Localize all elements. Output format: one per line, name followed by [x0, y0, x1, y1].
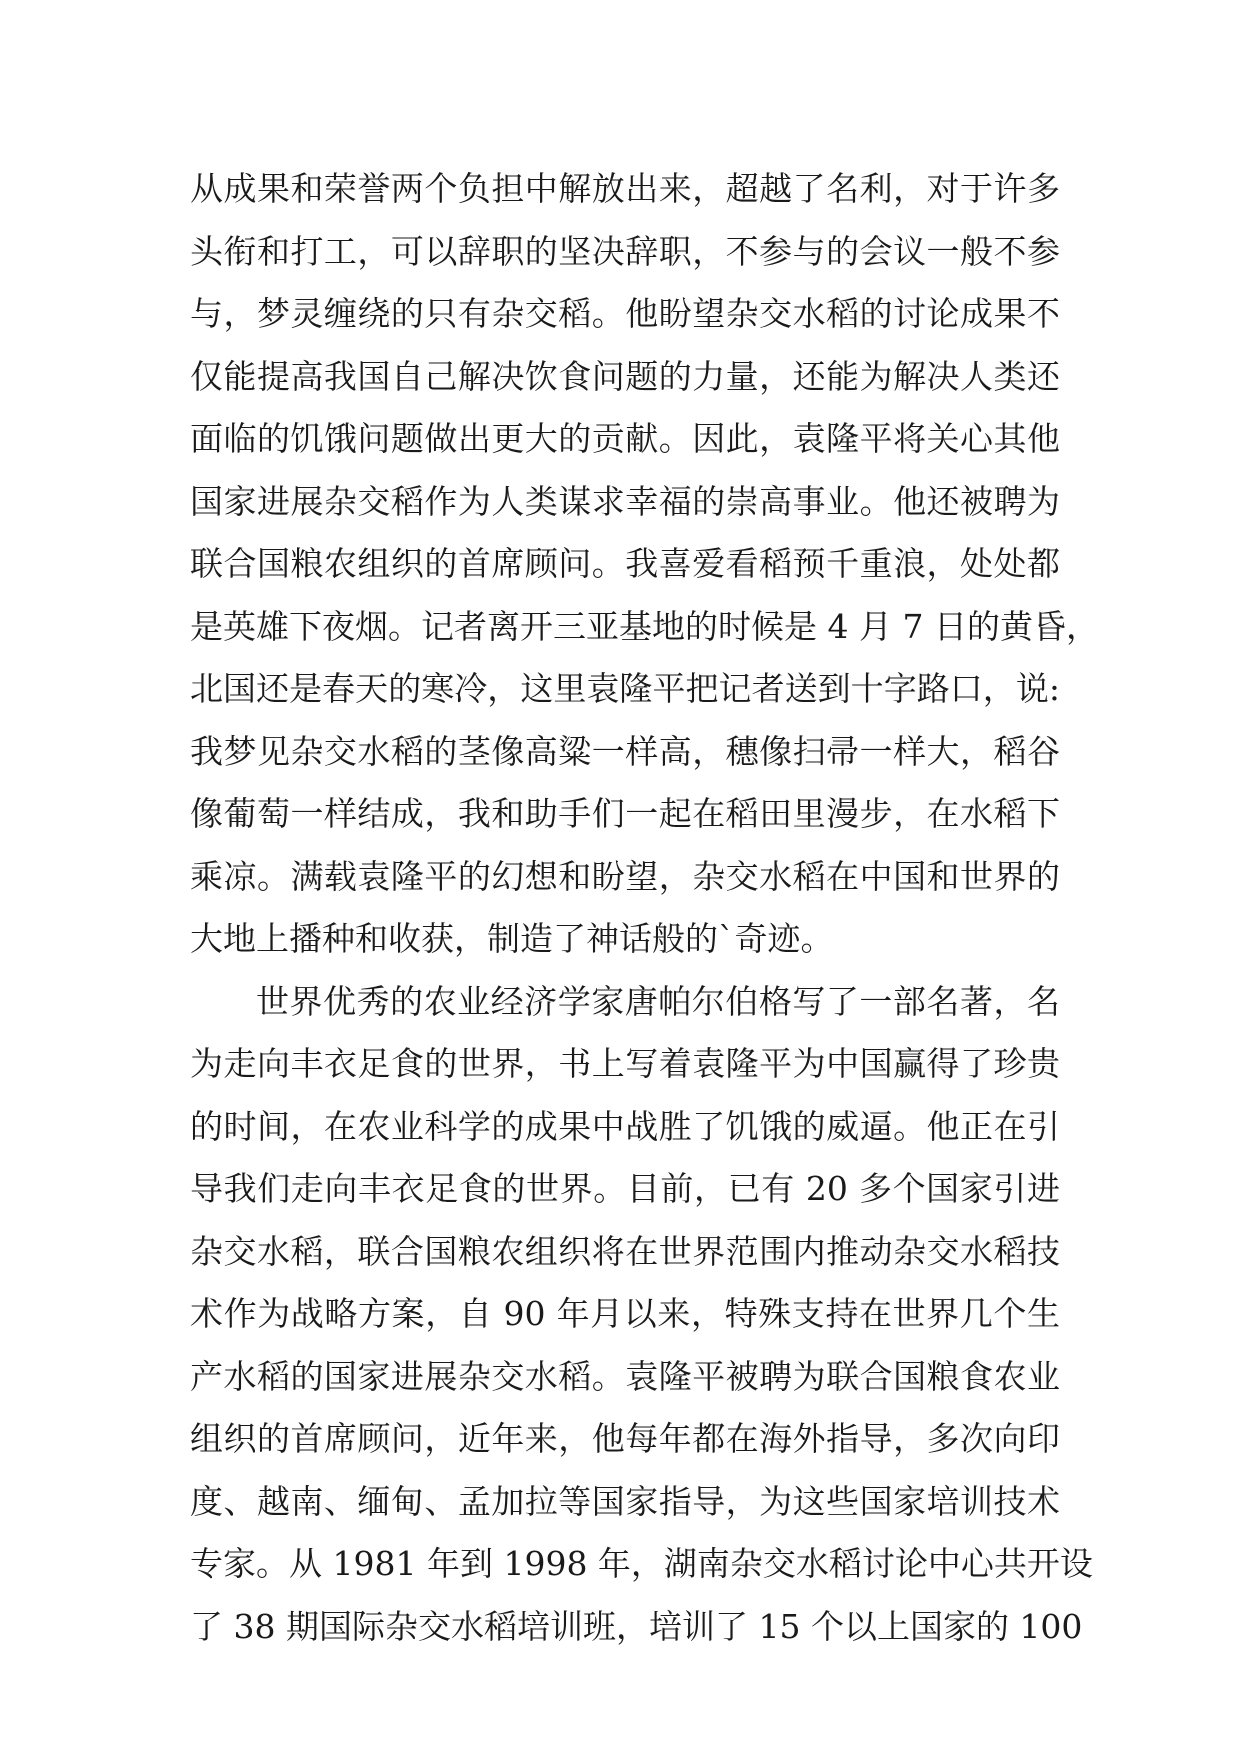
text-line: 是英雄下夜烟。记者离开三亚基地的时候是 4 月 7 日的黄昏， — [190, 606, 1099, 646]
text-line: 的时间，在农业科学的成果中战胜了饥饿的威逼。他正在引 — [190, 1106, 1060, 1146]
text-line: 与，梦灵缠绕的只有杂交稻。他盼望杂交水稻的讨论成果不 — [190, 294, 1060, 333]
text-line: 像葡萄一样结成，我和助手们一起在稻田里漫步，在水稻下 — [190, 794, 1060, 833]
text-line: 国家进展杂交稻作为人类谋求幸福的崇高事业。他还被聘为 — [190, 481, 1060, 521]
text-line: 面临的饥饿问题做出更大的贡献。因此，袁隆平将关心其他 — [190, 419, 1060, 458]
text-line: 为走向丰衣足食的世界，书上写着袁隆平为中国赢得了珍贵 — [190, 1044, 1060, 1083]
body-text — [190, 158, 1099, 1658]
text-line: 组织的首席顾问，近年来，他每年都在海外指导，多次向印 — [190, 1419, 1060, 1458]
text-line: 术作为战略方案，自 90 年月以来，特殊支持在世界几个生 — [190, 1294, 1060, 1333]
text-line: 了 38 期国际杂交水稻培训班，培训了 15 个以上国家的 100 — [190, 1606, 1083, 1646]
text-line: 乘凉。满载袁隆平的幻想和盼望，杂交水稻在中国和世界的 — [190, 856, 1060, 896]
text-line: 头衔和打工，可以辞职的坚决辞职，不参与的会议一般不参 — [190, 231, 1060, 271]
text-line: 世界优秀的农业经济学家唐帕尔伯格写了一部名著，名 — [256, 981, 1060, 1021]
text-line: 杂交水稻，联合国粮农组织将在世界范围内推动杂交水稻技 — [190, 1231, 1060, 1271]
text-line: 大地上播种和收获，制造了神话般的`奇迹。 — [190, 919, 834, 958]
text-line: 仅能提高我国自己解决饮食问题的力量，还能为解决人类还 — [190, 356, 1060, 396]
text-line: 北国还是春天的寒冷，这里袁隆平把记者送到十字路口，说: — [190, 669, 1060, 708]
text-line: 专家。从 1981 年到 1998 年，湖南杂交水稻讨论中心共开设 — [190, 1544, 1093, 1583]
paragraph-2 — [190, 971, 1093, 1659]
text-line: 我梦见杂交水稻的茎像高粱一样高，穗像扫帚一样大，稻谷 — [190, 731, 1060, 771]
text-line: 产水稻的国家进展杂交水稻。袁隆平被聘为联合国粮食农业 — [190, 1356, 1060, 1396]
text-line: 从成果和荣誉两个负担中解放出来，超越了名利，对于许多 — [190, 169, 1060, 208]
text-line: 度、越南、缅甸、孟加拉等国家指导，为这些国家培训技术 — [190, 1481, 1060, 1521]
paragraph-1 — [190, 158, 1099, 971]
text-line: 联合国粮农组织的首席顾问。我喜爱看稻预千重浪，处处都 — [190, 544, 1060, 583]
text-line: 导我们走向丰衣足食的世界。目前，已有 20 多个国家引进 — [190, 1169, 1060, 1208]
